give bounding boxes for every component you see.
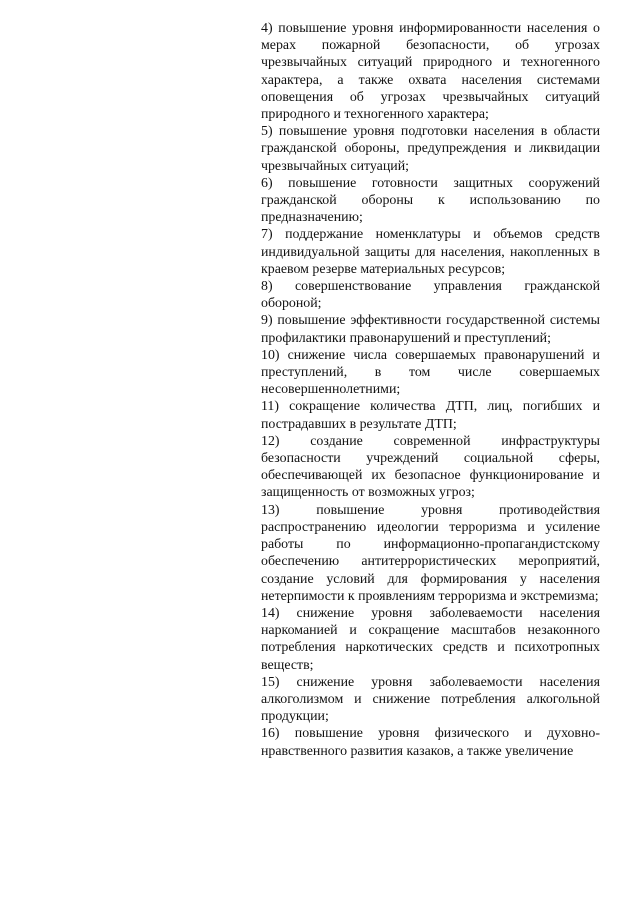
list-item: 10) снижение числа совершаемых правонарушений и преступлений, в том числе совершаемых несовершеннолетними; <box>261 347 600 398</box>
list-item: 13) повышение уровня противодействия распространению идеологии терроризма и усиление работы по информационно-пропагандистскому обеспечению антитеррористических мероприятий, создание условий для формирования у населения нетерпимости к проявлениям терроризма и экстремизма; <box>261 502 600 604</box>
list-item: 9) повышение эффективности государственной системы профилактики правонарушений и преступлений; <box>261 313 600 346</box>
list-item: 5) повышение уровня подготовки населения в области гражданской обороны, предупреждения и ликвидации чрезвычайных ситуаций; <box>261 124 600 174</box>
list-item: 6) повышение готовности защитных сооружений гражданской обороны к использованию по предназначению; <box>261 175 600 226</box>
list-item: 14) снижение уровня заболеваемости населения наркоманией и сокращение масштабов незаконного потребления наркотических средств и психотропных веществ; <box>261 605 600 673</box>
list-item: 7) поддержание номенклатуры и объемов средств индивидуальной защиты для населения, накопленных в краевом резерве материальных ресурсов; <box>261 227 600 277</box>
list-item: 11) сокращение количества ДТП, лиц, погибших и пострадавших в результате ДТП; <box>261 399 600 432</box>
list-item: 16) повышение уровня физического и духовно-нравственного развития казаков, а также увеличение <box>261 726 600 759</box>
list-item: 4) повышение уровня информированности населения о мерах пожарной безопасности, об угрозах чрезвычайных ситуаций природного и техногенного характера, а также охвата населения системами оповещения об угрозах чрезвычайных ситуаций природного и техногенного характера; <box>261 21 600 123</box>
list-item: 15) снижение уровня заболеваемости населения алкоголизмом и снижение потребления алкогольной продукции; <box>261 674 600 725</box>
goals-list <box>261 20 600 760</box>
list-item: 8) совершенствование управления гражданской обороной; <box>261 279 600 312</box>
list-item: 12) создание современной инфраструктуры безопасности учреждений социальной сферы, обеспечивающей их безопасное функционирование и защищенность от возможных угроз; <box>261 433 600 501</box>
